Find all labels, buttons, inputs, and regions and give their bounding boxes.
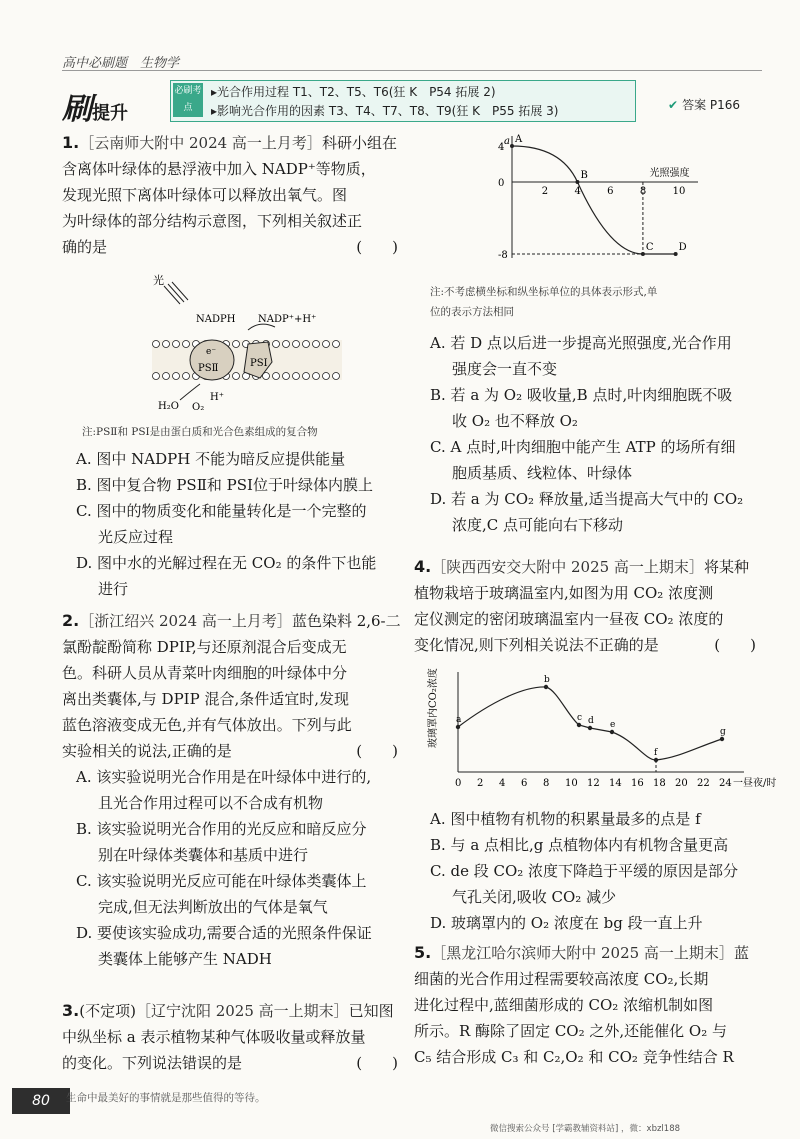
lipid-head (323, 373, 330, 380)
header-divider (62, 70, 762, 71)
lipid-head (273, 373, 280, 380)
point-label: b (544, 675, 550, 685)
data-curve (512, 146, 676, 254)
x-tick-label: 18 (653, 778, 666, 789)
lipid-head (233, 373, 240, 380)
x-tick-label: 12 (587, 778, 600, 789)
lipid-head (273, 341, 280, 348)
y-axis-label: 玻璃罩内CO₂浓度 (428, 668, 439, 748)
point-label: D (678, 242, 687, 253)
lipid-head (233, 341, 240, 348)
data-point (575, 180, 579, 184)
q4-chart-group (426, 668, 776, 789)
lipid-head (303, 373, 310, 380)
x-tick-label: 14 (609, 778, 622, 789)
q4-options: A. 图中植物有机物的积累量最多的点是 f B. 与 a 点相比,g 点植物体内有机物含量更高 C. de 段 CO₂ 浓度下降趋于平缓的原因是部分 气孔关闭,吸收 CO₂ 减少 D. 玻璃罩内的 O₂ 浓度在 bg 段一直上升 (430, 810, 739, 932)
data-point (544, 685, 548, 689)
x-tick-label: 20 (675, 778, 688, 789)
logo-small: 提升 (92, 103, 128, 124)
x-axis-label: 一昼夜/时 (733, 778, 777, 789)
q2-options: A. 该实验说明光合作用是在叶绿体中进行的, 且光合作用过程可以不合成有机物 B. 该实验说明光合作用的光反应和暗反应分 别在叶绿体类囊体和基质中进行 C. 该实验说明光反应可能在叶绿体类囊体上 完成,但无法判断放出的气体是氧气 D. 要使该实验成功,需要合适的光照条件保证 类囊体上能够产生 NADH (76, 768, 372, 968)
lipid-head (183, 373, 190, 380)
x-tick-label: 4 (574, 186, 581, 197)
x-tick-label: 6 (607, 186, 614, 197)
data-point (654, 758, 658, 762)
lipid-head (163, 341, 170, 348)
point-label: A (515, 134, 523, 145)
svg-text:PSⅠ: PSⅠ (250, 358, 268, 369)
footer-quote: 生命中最美好的事情就是那些值得的等待。 (66, 1092, 266, 1104)
point-label: f (654, 748, 658, 758)
q3-chart (490, 132, 710, 264)
data-point (456, 725, 460, 729)
question-3: 3.(不定项)［辽宁沈阳 2025 高一上期末］已知图 中纵坐标 a 表示植物某种气体吸收量或释放量 的变化。下列说法错误的是 ( ) (62, 1001, 398, 1072)
x-tick-label: 6 (521, 778, 528, 789)
lipid-head (313, 373, 320, 380)
x-tick-label: 2 (541, 186, 549, 197)
x-tick-label: 10 (672, 186, 686, 197)
page-number: 80 (12, 1088, 70, 1114)
lipid-head (333, 373, 340, 380)
x-tick-label: 2 (477, 778, 484, 789)
lipid-head (183, 341, 190, 348)
svg-text:H⁺: H⁺ (210, 392, 224, 403)
lipid-head (163, 373, 170, 380)
x-tick-label: 8 (639, 186, 647, 197)
svg-text:O₂: O₂ (192, 402, 205, 413)
point-label: a (456, 715, 462, 725)
svg-text:e⁻: e⁻ (206, 347, 217, 357)
topic-row-1: ▸光合作用过程 T1、T2、T5、T6(狂 K P54 拓展 2) (211, 85, 496, 99)
x-tick-label: 8 (543, 778, 550, 789)
check-icon: ✔ (668, 98, 679, 112)
data-point (577, 723, 581, 727)
point-label: d (588, 716, 594, 726)
footer-wechat: 微信搜索公众号 [学霸教辅资料站] ，微：xbzl188 (490, 1124, 681, 1134)
data-point (720, 737, 724, 741)
logo-big: 刷 (62, 92, 92, 127)
q1-options: A. 图中 NADPH 不能为暗反应提供能量 B. 图中复合物 PSⅡ和 PSⅠ位于叶绿体内膜上 C. 图中的物质变化和能量转化是一个完整的 光反应过程 D. 图中水的光解过程在无 CO₂ 的条件下也能 进行 (76, 450, 377, 598)
lipid-head (313, 341, 320, 348)
q3-note: 注:不考虑横坐标和纵坐标单位的具体表示形式,单 位的表示方法相同 (430, 286, 658, 318)
lipid-head (293, 341, 300, 348)
lipid-head (283, 373, 290, 380)
data-point (588, 726, 592, 730)
x-tick-label: 24 (719, 778, 732, 789)
thylakoid-diagram (150, 272, 380, 422)
q3-options: A. 若 D 点以后进一步提高光照强度,光合作用 强度会一直不变 B. 若 a 为 O₂ 吸收量,B 点时,叶肉细胞既不吸 收 O₂ 也不释放 O₂ C. A 点时,叶肉细胞中能产生 ATP 的场所有细 胞质基质、线粒体、叶绿体 D. 若 a 为 CO₂ 释放量,适当提高大气中的 CO₂ 浓度,C 点可能向右下移动 (430, 334, 744, 534)
x-tick-label: 0 (455, 778, 462, 789)
lipid-head (283, 341, 290, 348)
svg-text:NADP⁺+H⁺: NADP⁺+H⁺ (258, 314, 317, 325)
q3-chart-group (498, 134, 698, 261)
question-1: 1.［云南师大附中 2024 高一上月考］科研小组在 含离体叶绿体的悬浮液中加入 NADP⁺等物质， 发现光照下离体叶绿体可以释放出氧气。图 为叶绿体的部分结构示意图，下列相关叙述正 确的是 ( ) (62, 133, 398, 256)
topic-tag-label: 必刷考点 (173, 83, 203, 117)
point-label: c (577, 713, 583, 723)
data-point (510, 144, 514, 148)
lipid-head (153, 373, 160, 380)
lipid-head (333, 341, 340, 348)
question-2: 2.［浙江绍兴 2024 高一上月考］蓝色染料 2,6-二 氯酚靛酚简称 DPIP,与还原剂混合后变成无 色。科研人员从青菜叶肉细胞的叶绿体中分 离出类囊体,与 DPIP 混合,条件适宜时,发现 蓝色溶液变成无色,并有气体放出。下列与此 实验相关的说法,正确的是 ( ) (62, 611, 401, 760)
svg-text:PSⅡ: PSⅡ (198, 363, 219, 374)
lipid-head (293, 373, 300, 380)
book-title: 高中必刷题 生物学 (62, 56, 180, 71)
svg-text:NADPH: NADPH (196, 314, 236, 325)
data-point (641, 252, 645, 256)
topic-row-2: ▸影响光合作用的因素 T3、T4、T7、T8、T9(狂 K P55 拓展 3) (211, 104, 559, 118)
svg-text:光: 光 (153, 274, 164, 287)
question-5: 5.［黑龙江哈尔滨师大附中 2025 高一上期末］蓝 细菌的光合作用过程需要较高浓度 CO₂,长期 进化过程中,蓝细菌形成的 CO₂ 浓缩机制如图 所示。R 酶除了固定 CO₂ 之外,还能催化 O₂ 与 C₅ 结合形成 C₃ 和 C₂,O₂ 和 CO₂ 竞争性结合 R (414, 943, 749, 1066)
answer-ref: ✔ 答案 P166 (668, 98, 741, 112)
point-label: B (580, 170, 588, 181)
lipid-head (303, 341, 310, 348)
q4-chart (420, 668, 777, 800)
lipid-head (323, 341, 330, 348)
lipid-head (173, 373, 180, 380)
point-label: g (720, 727, 726, 737)
x-tick-label: 22 (697, 778, 710, 789)
point-label: C (645, 242, 654, 253)
topic-box (170, 80, 636, 122)
lipid-head (173, 341, 180, 348)
y-tick-label: 0 (498, 178, 505, 189)
y-axis-label: a (504, 136, 510, 147)
svg-text:H₂O: H₂O (158, 401, 179, 412)
section-logo (62, 84, 128, 128)
x-tick-label: 4 (499, 778, 506, 789)
data-point (610, 730, 614, 734)
y-tick-label: 4 (498, 142, 505, 153)
data-point (674, 252, 678, 256)
y-tick-label: -8 (498, 250, 508, 261)
q1-note: 注:PSⅡ和 PSⅠ是由蛋白质和光合色素组成的复合物 (82, 426, 318, 438)
x-tick-label: 10 (565, 778, 578, 789)
point-label: e (610, 720, 616, 730)
x-tick-label: 16 (631, 778, 644, 789)
lipid-head (153, 341, 160, 348)
x-axis-label: 光照强度 (649, 168, 690, 179)
question-4: 4.［陕西西安交大附中 2025 高一上期末］将某种 植物栽培于玻璃温室内,如图为用 CO₂ 浓度测 定仪测定的密闭玻璃温室内一昼夜 CO₂ 浓度的 变化情况,则下列相关说法不正确的是 ( ) (414, 557, 756, 654)
